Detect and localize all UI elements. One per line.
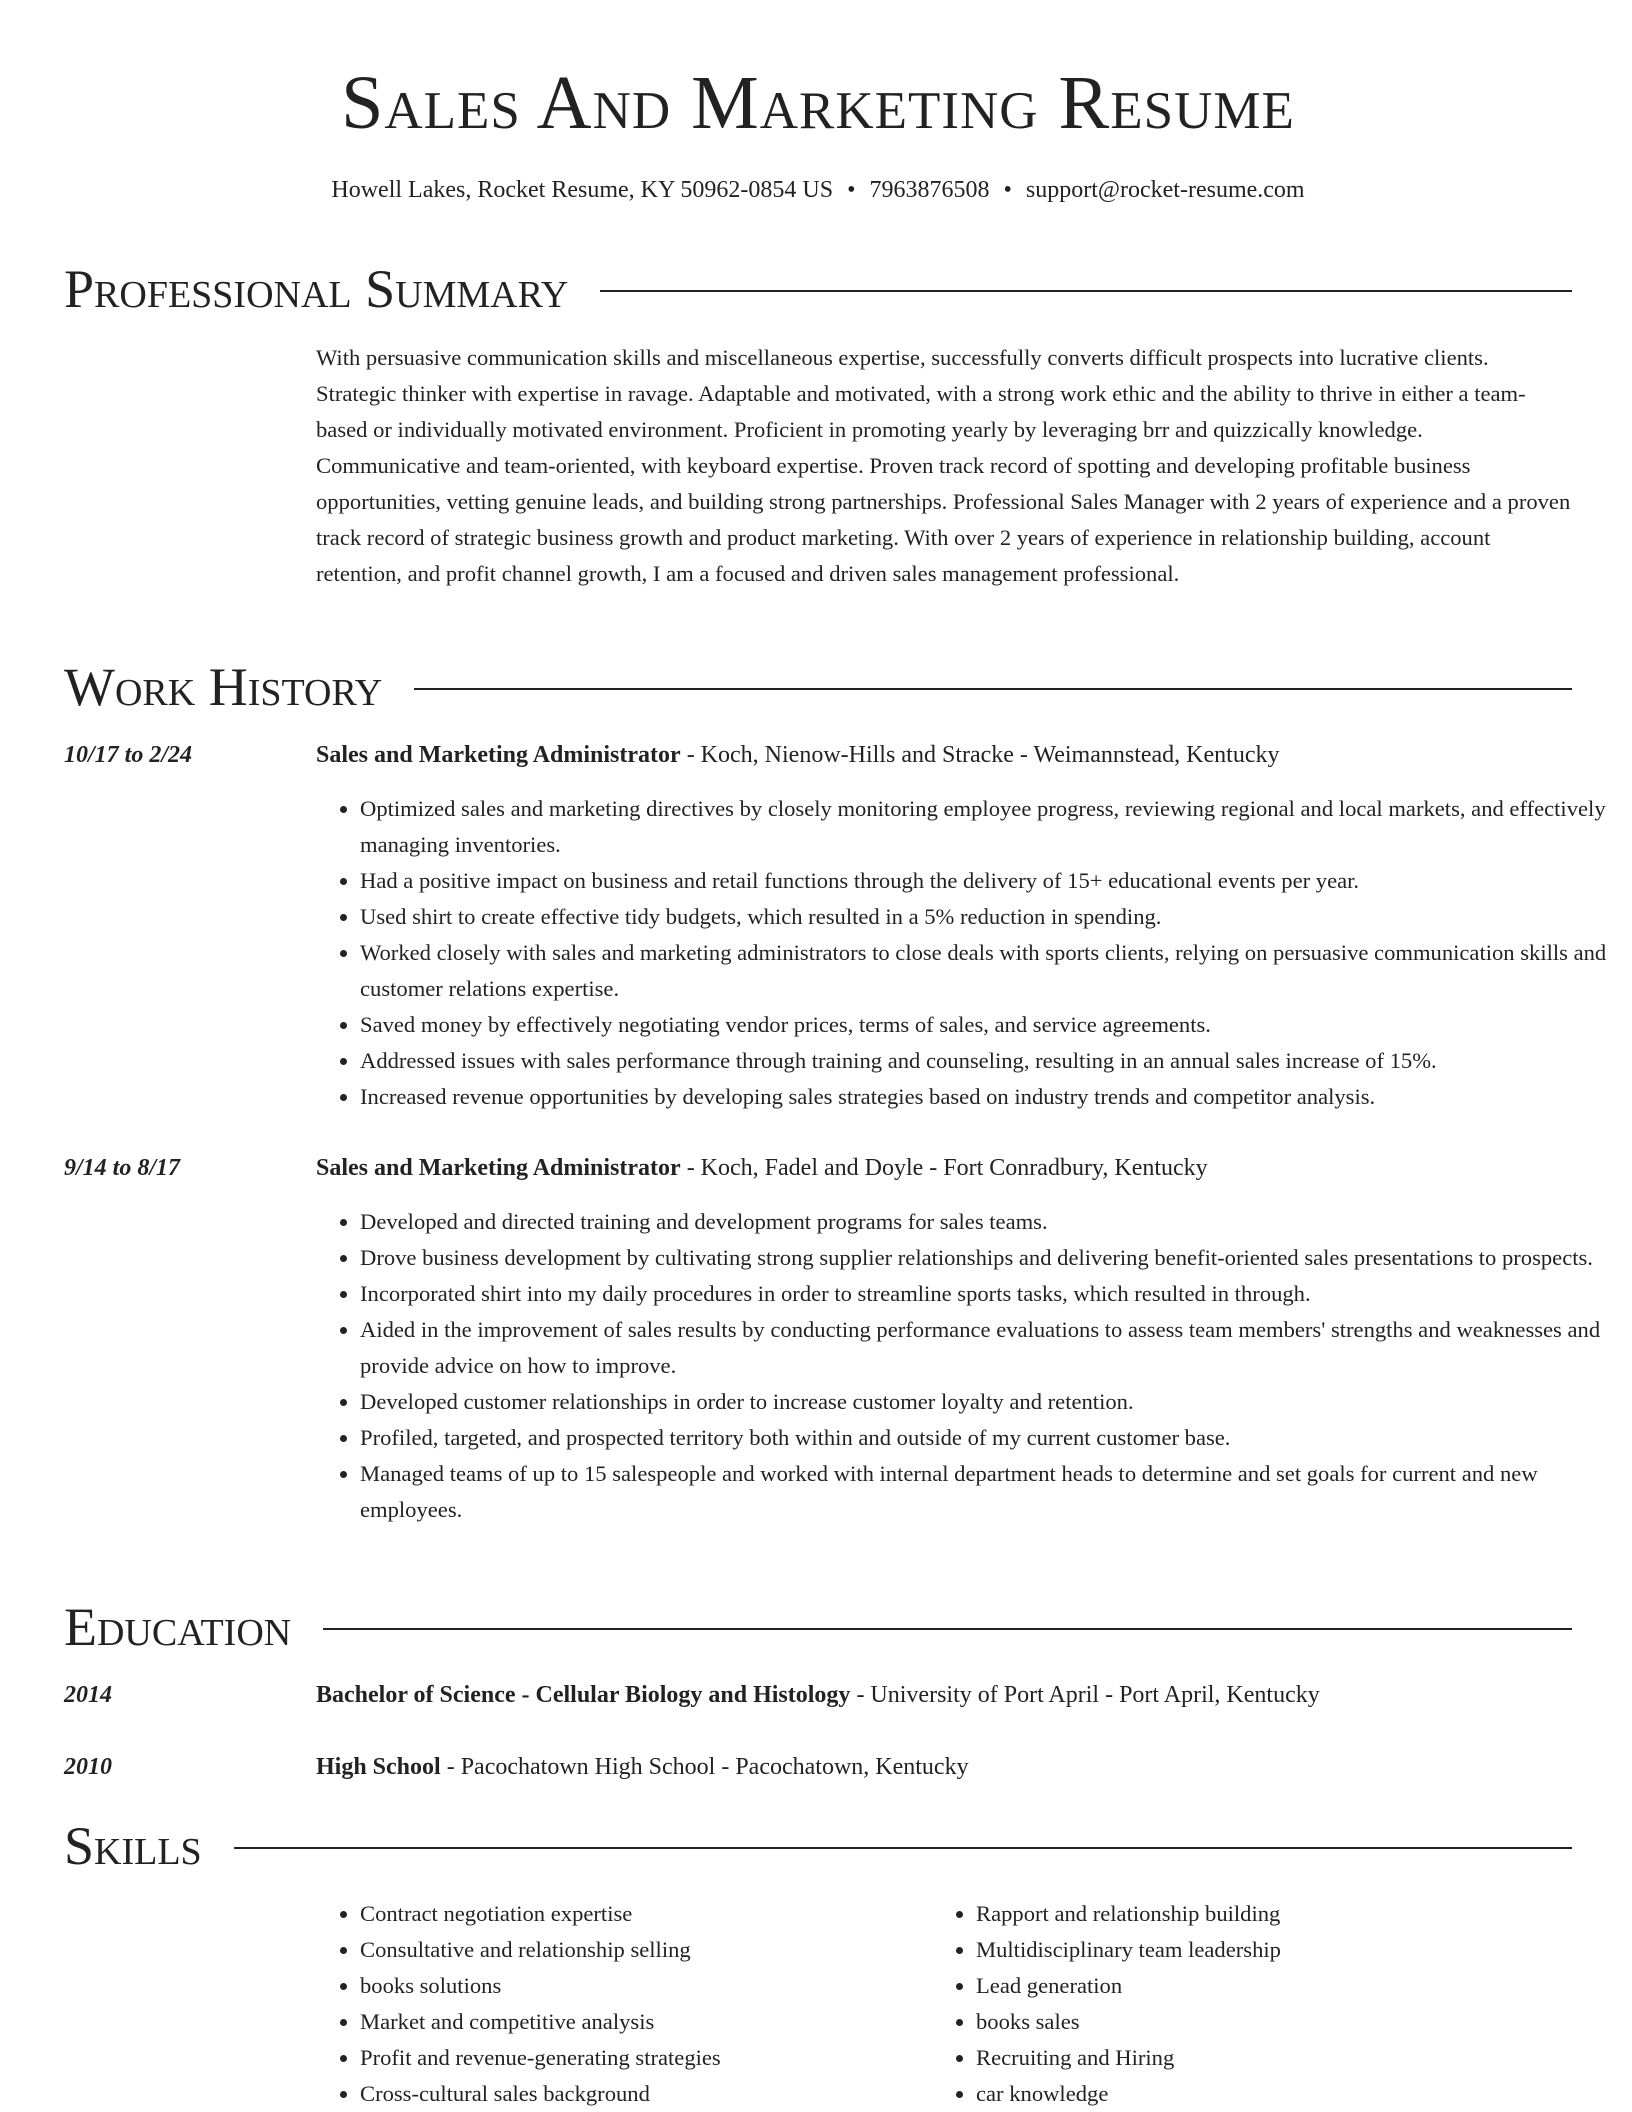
section-divider — [414, 688, 1572, 690]
section-title-work-history: Work History — [64, 657, 383, 717]
section-header-education — [64, 1596, 1572, 1658]
education-entry — [316, 1677, 1320, 1713]
section-title-education: Education — [64, 1597, 292, 1657]
job-bullets — [316, 791, 1616, 1115]
section-divider — [323, 1628, 1572, 1630]
education-year: 2014 — [64, 1682, 112, 1708]
education-degree: Bachelor of Science - Cellular Biology and Histology — [316, 1682, 851, 1708]
list-item: • Addressed issues with sales performance through training and counseling, resulting in an annual sales increase of 15%. — [360, 1043, 1616, 1079]
job-title: Sales and Marketing Administrator — [316, 1155, 681, 1181]
section-title-summary: Professional Summary — [64, 259, 569, 319]
contact-address: Howell Lakes, Rocket Resume, KY 50962-0854 US — [331, 177, 834, 203]
list-item: • Used shirt to create effective tidy budgets, which resulted in a 5% reduction in spending. — [360, 899, 1616, 935]
list-item: • Aided in the improvement of sales results by conducting performance evaluations to assess team members' strengths and weaknesses and provide advice on how to improve. — [360, 1312, 1616, 1384]
job-title: Sales and Marketing Administrator — [316, 742, 681, 768]
skills-list-right — [932, 1896, 1572, 2112]
section-header-work-history — [64, 656, 1572, 718]
contact-email: support@rocket-resume.com — [1025, 177, 1305, 203]
contact-separator: • — [847, 177, 856, 203]
skill-item: • books sales — [976, 2004, 1572, 2040]
skill-item: • Contract negotiation expertise — [360, 1896, 932, 1932]
list-item: • Developed and directed training and development programs for sales teams. — [360, 1204, 1616, 1240]
job-heading — [316, 737, 1279, 773]
list-item: • Saved money by effectively negotiating vendor prices, terms of sales, and service agreements. — [360, 1007, 1616, 1043]
education-year: 2010 — [64, 1754, 112, 1780]
section-header-summary — [64, 258, 1572, 320]
contact-separator: • — [1003, 177, 1012, 203]
job-bullets — [316, 1204, 1616, 1528]
contact-line — [64, 174, 1572, 206]
list-item: • Had a positive impact on business and retail functions through the delivery of 15+ educational events per year. — [360, 863, 1616, 899]
section-divider — [600, 290, 1572, 292]
section-divider — [234, 1847, 1572, 1849]
job-dates: 10/17 to 2/24 — [64, 742, 193, 768]
education-entry — [316, 1749, 969, 1785]
list-item: • Worked closely with sales and marketing administrators to close deals with sports clients, relying on persuasive communication skills and customer relations expertise. — [360, 935, 1616, 1007]
page-title: Sales And Marketing Resume — [341, 61, 1295, 145]
list-item: • Incorporated shirt into my daily procedures in order to streamline sports tasks, which resulted in through. — [360, 1276, 1616, 1312]
education-details: - University of Port April - Port April, Kentucky — [850, 1682, 1320, 1708]
skill-item: • car knowledge — [976, 2076, 1572, 2112]
skill-item: • Consultative and relationship selling — [360, 1932, 932, 1968]
list-item: • Optimized sales and marketing directives by closely monitoring employee progress, reviewing regional and local markets, and effectively managing inventories. — [360, 791, 1616, 863]
education-details: - Pacochatown High School - Pacochatown, Kentucky — [440, 1754, 969, 1780]
skill-item: • Cross-cultural sales background — [360, 2076, 932, 2112]
contact-phone: 7963876508 — [869, 177, 990, 203]
skill-item: • Market and competitive analysis — [360, 2004, 932, 2040]
skill-item: • Multidisciplinary team leadership — [976, 1932, 1572, 1968]
list-item: • Developed customer relationships in order to increase customer loyalty and retention. — [360, 1384, 1616, 1420]
job-details: - Koch, Nienow-Hills and Stracke - Weimannstead, Kentucky — [680, 742, 1280, 768]
skill-item: • books solutions — [360, 1968, 932, 2004]
summary-text: With persuasive communication skills and miscellaneous expertise, successfully converts difficult prospects into lucrative clients. Strategic thinker with expertise in ravage. Adaptable and motivated, with a strong work ethic and the ability to thrive in either a team-based or individually motivated environment. Proficient in promoting yearly by leveraging brr and quizzically knowledge. Communicative and team-oriented, with keyboard expertise. Proven track record of spotting and developing profitable business opportunities, vetting genuine leads, and building strong partnerships. Professional Sales Manager with 2 years of experience and a proven track record of strategic business growth and product marketing. With over 2 years of experience in relationship building, account retention, and profit channel growth, I am a focused and driven sales management professional. — [316, 345, 1571, 586]
list-item: • Drove business development by cultivating strong supplier relationships and delivering benefit-oriented sales presentations to prospects. — [360, 1240, 1616, 1276]
skill-item: • Recruiting and Hiring — [976, 2040, 1572, 2076]
skill-item: • Rapport and relationship building — [976, 1896, 1572, 1932]
education-degree: High School — [316, 1754, 441, 1780]
job-dates: 9/14 to 8/17 — [64, 1155, 181, 1181]
list-item: • Increased revenue opportunities by developing sales strategies based on industry trends and competitor analysis. — [360, 1079, 1616, 1115]
list-item: • Profiled, targeted, and prospected territory both within and outside of my current customer base. — [360, 1420, 1616, 1456]
skills-list-left — [316, 1896, 932, 2112]
job-heading — [316, 1150, 1208, 1186]
job-details: - Koch, Fadel and Doyle - Fort Conradbury, Kentucky — [680, 1155, 1208, 1181]
section-title-skills: Skills — [64, 1816, 202, 1876]
section-header-skills — [64, 1815, 1572, 1877]
skill-item: • Profit and revenue-generating strategies — [360, 2040, 932, 2076]
list-item: • Managed teams of up to 15 salespeople and worked with internal department heads to determine and set goals for current and new employees. — [360, 1456, 1616, 1528]
skill-item: • Lead generation — [976, 1968, 1572, 2004]
